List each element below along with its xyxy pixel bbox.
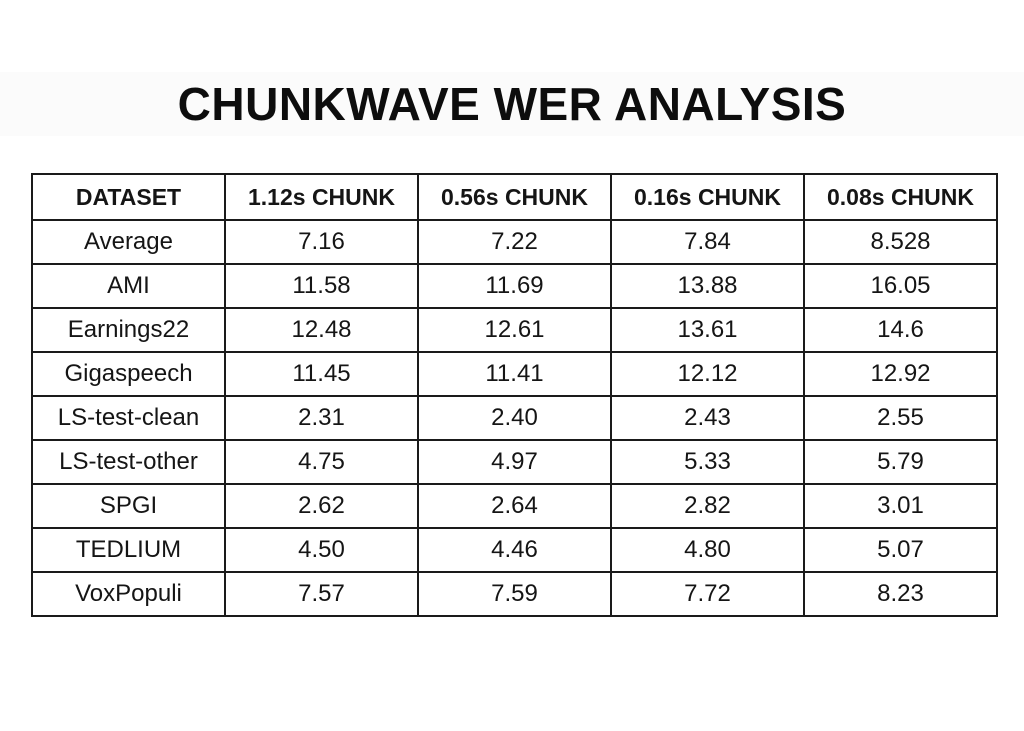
wer-value-cell: 12.12 <box>611 352 804 396</box>
wer-value-cell: 4.80 <box>611 528 804 572</box>
wer-value-cell: 16.05 <box>804 264 997 308</box>
column-header-0-16s-chunk: 0.16s CHUNK <box>611 174 804 220</box>
dataset-name-cell: LS-test-other <box>32 440 225 484</box>
table-row <box>32 264 997 308</box>
table-row <box>32 440 997 484</box>
column-header-dataset: DATASET <box>32 174 225 220</box>
wer-value-cell: 4.50 <box>225 528 418 572</box>
wer-value-cell: 8.528 <box>804 220 997 264</box>
wer-value-cell: 2.31 <box>225 396 418 440</box>
table-row <box>32 396 997 440</box>
wer-value-cell: 3.01 <box>804 484 997 528</box>
wer-value-cell: 7.59 <box>418 572 611 616</box>
wer-value-cell: 7.72 <box>611 572 804 616</box>
table-row <box>32 352 997 396</box>
wer-value-cell: 7.84 <box>611 220 804 264</box>
wer-value-cell: 2.40 <box>418 396 611 440</box>
wer-value-cell: 5.33 <box>611 440 804 484</box>
table-row <box>32 484 997 528</box>
column-header-0-08s-chunk: 0.08s CHUNK <box>804 174 997 220</box>
table-row <box>32 528 997 572</box>
wer-value-cell: 14.6 <box>804 308 997 352</box>
table-row <box>32 220 997 264</box>
wer-value-cell: 7.22 <box>418 220 611 264</box>
wer-value-cell: 4.46 <box>418 528 611 572</box>
header-row <box>32 174 997 220</box>
wer-value-cell: 5.07 <box>804 528 997 572</box>
wer-value-cell: 2.64 <box>418 484 611 528</box>
wer-value-cell: 2.62 <box>225 484 418 528</box>
table-row <box>32 572 997 616</box>
dataset-name-cell: Gigaspeech <box>32 352 225 396</box>
wer-value-cell: 2.43 <box>611 396 804 440</box>
wer-value-cell: 11.69 <box>418 264 611 308</box>
dataset-name-cell: LS-test-clean <box>32 396 225 440</box>
column-header-0-56s-chunk: 0.56s CHUNK <box>418 174 611 220</box>
wer-value-cell: 13.61 <box>611 308 804 352</box>
dataset-name-cell: AMI <box>32 264 225 308</box>
wer-value-cell: 7.57 <box>225 572 418 616</box>
wer-value-cell: 4.75 <box>225 440 418 484</box>
wer-value-cell: 12.61 <box>418 308 611 352</box>
wer-value-cell: 8.23 <box>804 572 997 616</box>
wer-value-cell: 11.45 <box>225 352 418 396</box>
wer-value-cell: 7.16 <box>225 220 418 264</box>
wer-value-cell: 2.82 <box>611 484 804 528</box>
dataset-name-cell: SPGI <box>32 484 225 528</box>
table-row <box>32 308 997 352</box>
wer-value-cell: 12.48 <box>225 308 418 352</box>
wer-value-cell: 11.58 <box>225 264 418 308</box>
dataset-name-cell: Earnings22 <box>32 308 225 352</box>
wer-value-cell: 13.88 <box>611 264 804 308</box>
dataset-name-cell: Average <box>32 220 225 264</box>
page-title: CHUNKWAVE WER ANALYSIS <box>177 78 847 130</box>
dataset-name-cell: TEDLIUM <box>32 528 225 572</box>
wer-value-cell: 12.92 <box>804 352 997 396</box>
wer-value-cell: 11.41 <box>418 352 611 396</box>
wer-table <box>31 173 998 617</box>
table-body <box>32 220 997 616</box>
wer-value-cell: 4.97 <box>418 440 611 484</box>
column-header-1-12s-chunk: 1.12s CHUNK <box>225 174 418 220</box>
wer-value-cell: 5.79 <box>804 440 997 484</box>
wer-value-cell: 2.55 <box>804 396 997 440</box>
dataset-name-cell: VoxPopuli <box>32 572 225 616</box>
